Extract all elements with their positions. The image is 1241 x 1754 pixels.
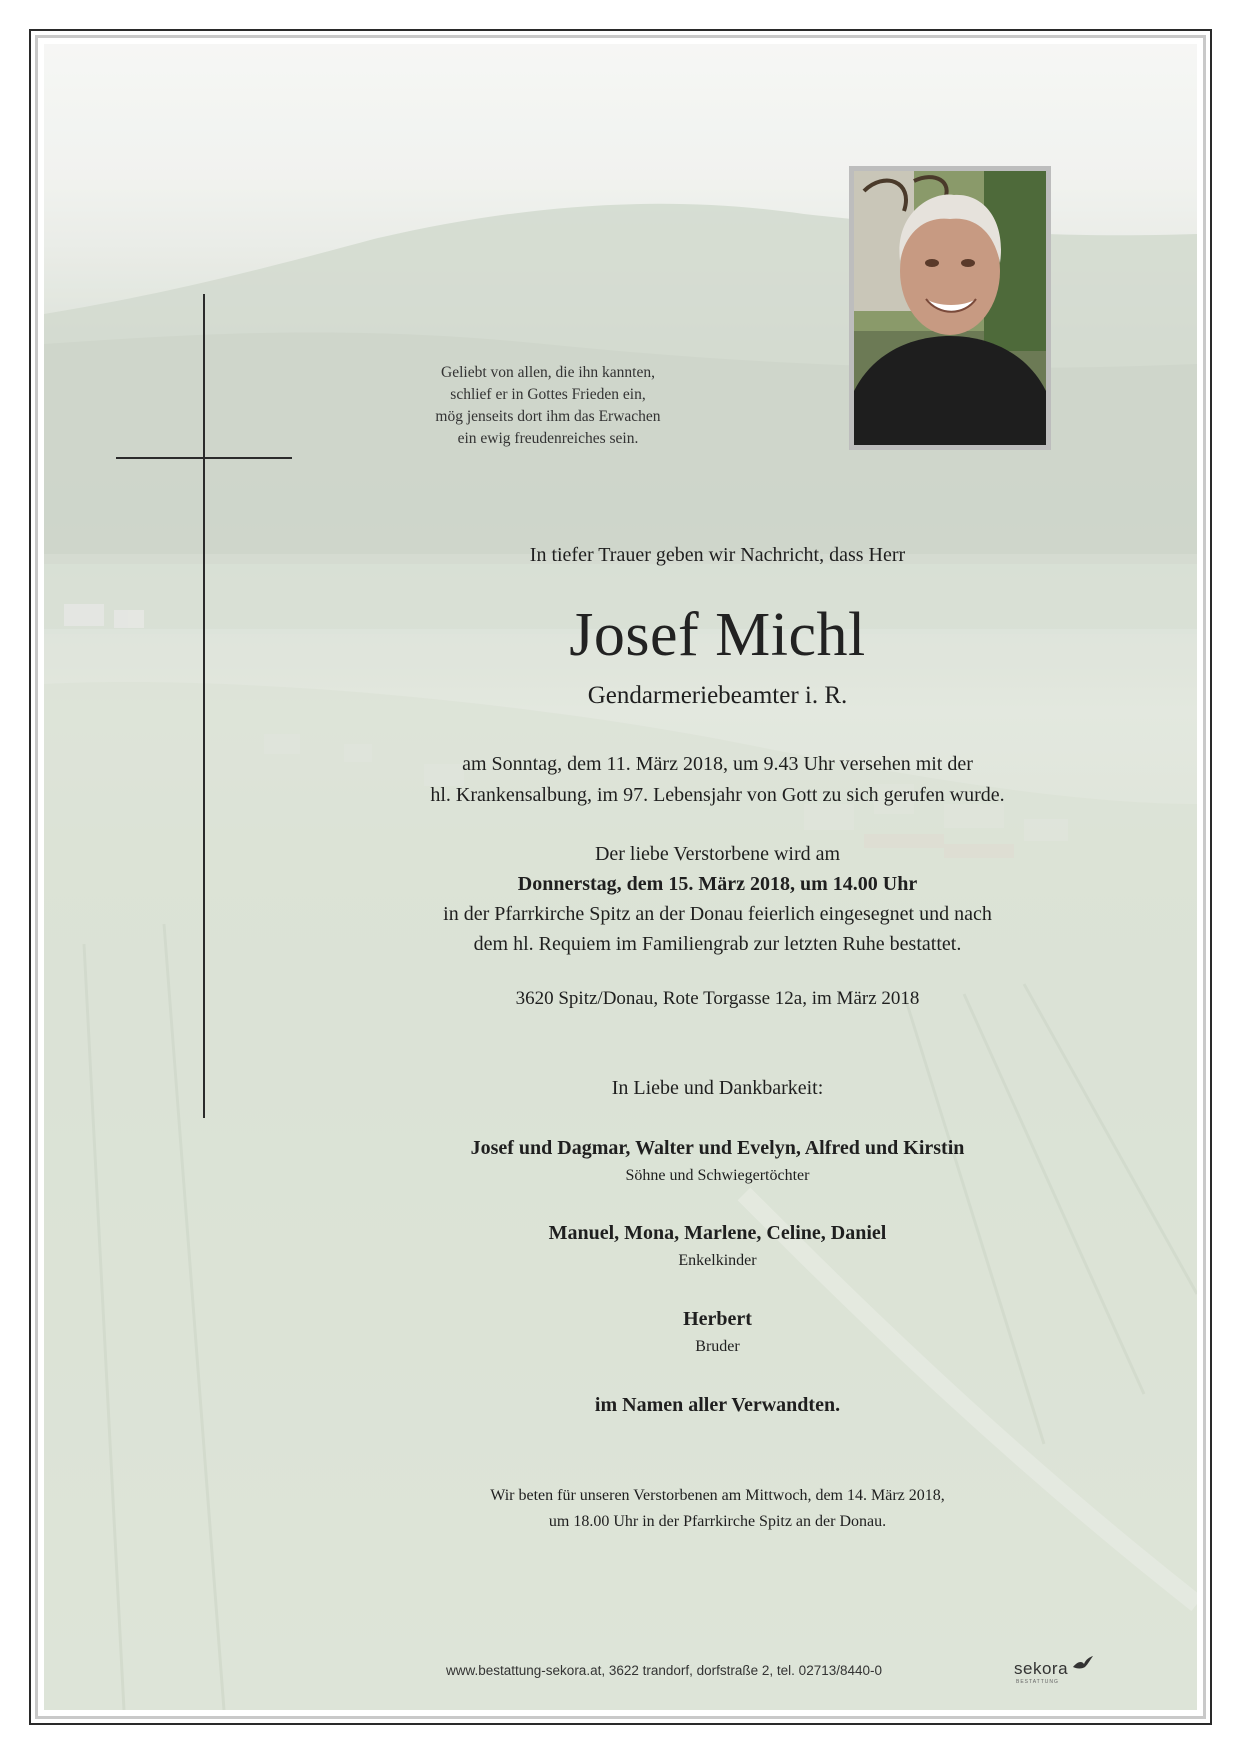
poem-line: schlief er in Gottes Frieden ein, <box>450 386 646 403</box>
footer-contact: www.bestattung-sekora.at, 3622 trandorf, dorfstraße 2, tel. 02713/8440-0 <box>446 1663 883 1678</box>
logo-word: sekora <box>1014 1659 1069 1678</box>
portrait-photo <box>849 166 1051 450</box>
funeral-date: Donnerstag, dem 15. März 2018, um 14.00 Uhr <box>517 873 918 895</box>
poem-line: mög jenseits dort ihm das Erwachen <box>435 408 661 425</box>
sekora-logo <box>1014 1655 1094 1685</box>
mourner-names: Herbert <box>683 1308 752 1330</box>
bird-icon <box>1072 1655 1094 1671</box>
relatives-line: im Namen aller Verwandten. <box>594 1394 841 1416</box>
death-line: hl. Krankensalbung, im 97. Lebensjahr von Gott zu sich gerufen wurde. <box>430 784 1005 806</box>
mourner-relation: Söhne und Schwiegertöchter <box>625 1167 810 1184</box>
funeral-details <box>330 839 1105 959</box>
mourner-relation: Enkelkinder <box>678 1252 757 1269</box>
mourner-relation: Bruder <box>695 1338 740 1355</box>
funeral-line: Der liebe Verstorbene wird am <box>594 843 841 865</box>
logo-subtitle: BESTATTUNG <box>1016 1679 1059 1685</box>
deceased-occupation: Gendarmeriebeamter i. R. <box>587 682 848 709</box>
prayer-line: um 18.00 Uhr in der Pfarrkirche Spitz an der Donau. <box>548 1513 887 1530</box>
poem-line: Geliebt von allen, die ihn kannten, <box>441 364 655 381</box>
mourner-names: Manuel, Mona, Marlene, Celine, Daniel <box>548 1222 887 1244</box>
death-line: am Sonntag, dem 11. März 2018, um 9.43 Uhr versehen mit der <box>462 753 973 775</box>
funeral-line: dem hl. Requiem im Familiengrab zur letzten Ruhe bestattet. <box>473 933 962 955</box>
poem-line: ein ewig freudenreiches sein. <box>457 430 639 447</box>
prayer-notice <box>330 1483 1105 1535</box>
mourner-names: Josef und Dagmar, Walter und Evelyn, Alfred und Kirstin <box>470 1137 965 1159</box>
funeral-line: in der Pfarrkirche Spitz an der Donau feierlich eingesegnet und nach <box>443 903 992 925</box>
deceased-name: Josef Michl <box>569 601 866 669</box>
thanks-heading: In Liebe und Dankbarkeit: <box>611 1077 824 1099</box>
address-line: 3620 Spitz/Donau, Rote Torgasse 12a, im März 2018 <box>515 988 920 1009</box>
intro-text: In tiefer Trauer geben wir Nachricht, dass Herr <box>529 544 906 566</box>
prayer-line: Wir beten für unseren Verstorbenen am Mittwoch, dem 14. März 2018, <box>490 1487 945 1504</box>
death-notice <box>330 749 1105 811</box>
poem <box>400 362 696 450</box>
